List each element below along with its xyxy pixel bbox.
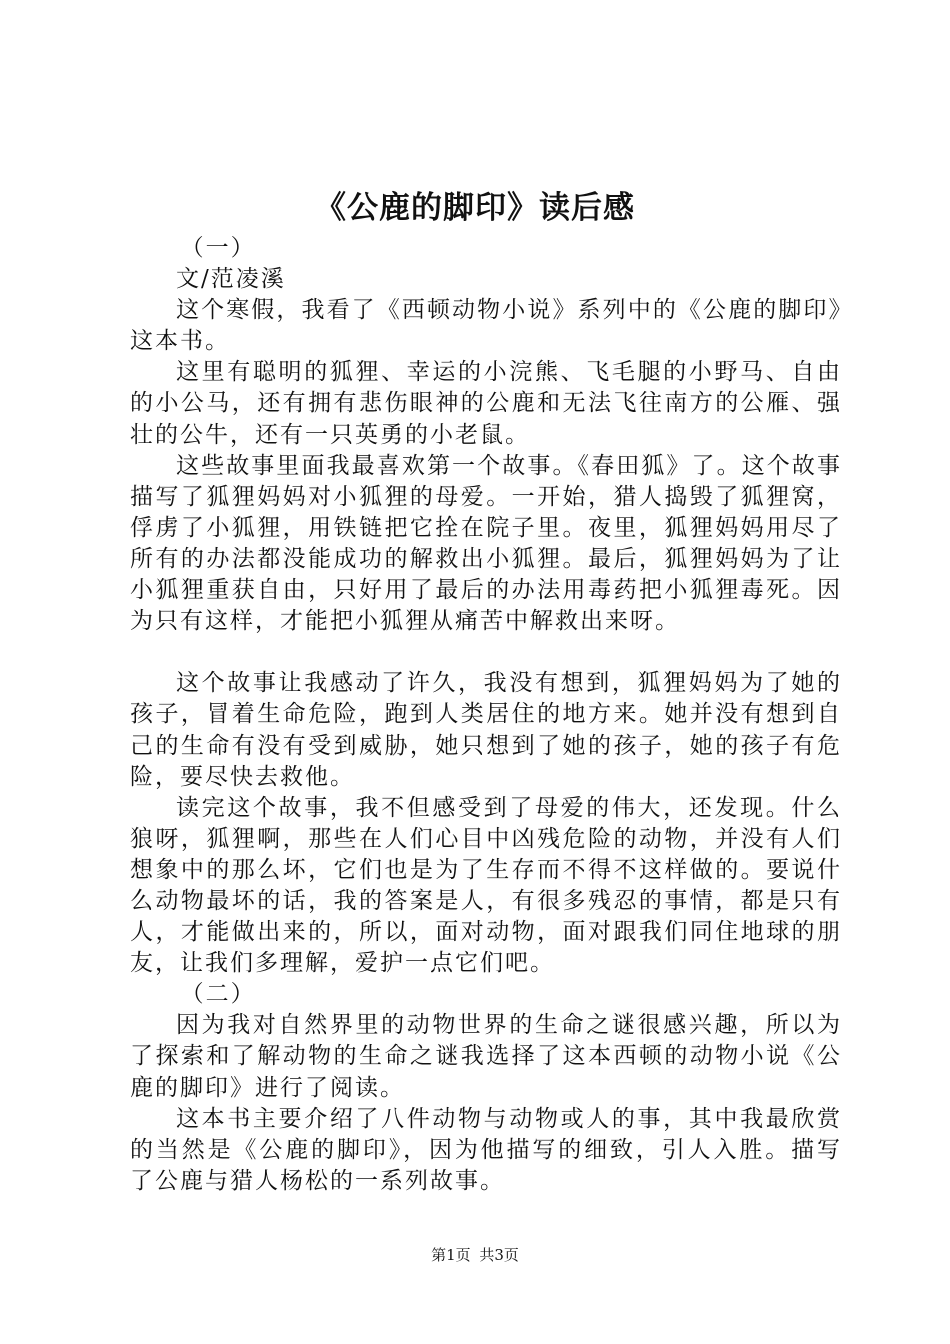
document-title: 《公鹿的脚印》读后感 bbox=[315, 190, 635, 226]
paragraph-spacer bbox=[130, 637, 842, 668]
paragraph: 因为我对自然界里的动物世界的生命之谜很感兴趣，所以为了探索和了解动物的生命之谜我选择了这本西顿的动物小说《公鹿的脚印》进行了阅读。 bbox=[130, 1012, 842, 1101]
page-number: 第1页 bbox=[431, 1246, 471, 1264]
paragraph: 这些故事里面我最喜欢第一个故事。《春田狐》了。这个故事描写了狐狸妈妈对小狐狸的母爱。一开始，猎人捣毁了狐狸窝，俘虏了小狐狸，用铁链把它拴在院子里。夜里，狐狸妈妈用尽了所有的办法都没能成功的解救出小狐狸。最后，狐狸妈妈为了让小狐狸重获自由，只好用了最后的办法用毒药把小狐狸毒死。因为只有这样，才能把小狐狸从痛苦中解救出来呀。 bbox=[130, 452, 842, 635]
paragraph: 这个寒假，我看了《西顿动物小说》系列中的《公鹿的脚印》这本书。 bbox=[130, 297, 842, 355]
section-two-label: （二） bbox=[180, 981, 256, 1008]
paragraph: 这本书主要介绍了八件动物与动物或人的事，其中我最欣赏的当然是《公鹿的脚印》，因为他描写的细致，引人入胜。描写了公鹿与猎人杨松的一系列故事。 bbox=[130, 1105, 842, 1194]
paragraph: 这里有聪明的狐狸、幸运的小浣熊、飞毛腿的小野马、自由的小公马，还有拥有悲伤眼神的公鹿和无法飞往南方的公雁、强壮的公牛，还有一只英勇的小老鼠。 bbox=[130, 359, 842, 448]
page-footer bbox=[0, 1245, 950, 1265]
author-line: 文/范凌溪 bbox=[176, 266, 286, 293]
paragraph: 这个故事让我感动了许久，我没有想到，狐狸妈妈为了她的孩子，冒着生命危险，跑到人类居住的地方来。她并没有想到自己的生命有没有受到威胁，她只想到了她的孩子，她的孩子有危险，要尽快去救他。 bbox=[130, 670, 842, 790]
section-one-label: （一） bbox=[180, 235, 256, 261]
document-body bbox=[130, 233, 842, 1197]
page-total: 共3页 bbox=[479, 1246, 519, 1264]
paragraph: 读完这个故事，我不但感受到了母爱的伟大，还发现。什么狼呀，狐狸啊，那些在人们心目中凶残危险的动物，并没有人们想象中的那么坏，它们也是为了生存而不得不这样做的。要说什么动物最坏的话，我的答案是人，有很多残忍的事情，都是只有人，才能做出来的，所以，面对动物，面对跟我们同住地球的朋友，让我们多理解，爱护一点它们吧。 bbox=[130, 794, 842, 977]
